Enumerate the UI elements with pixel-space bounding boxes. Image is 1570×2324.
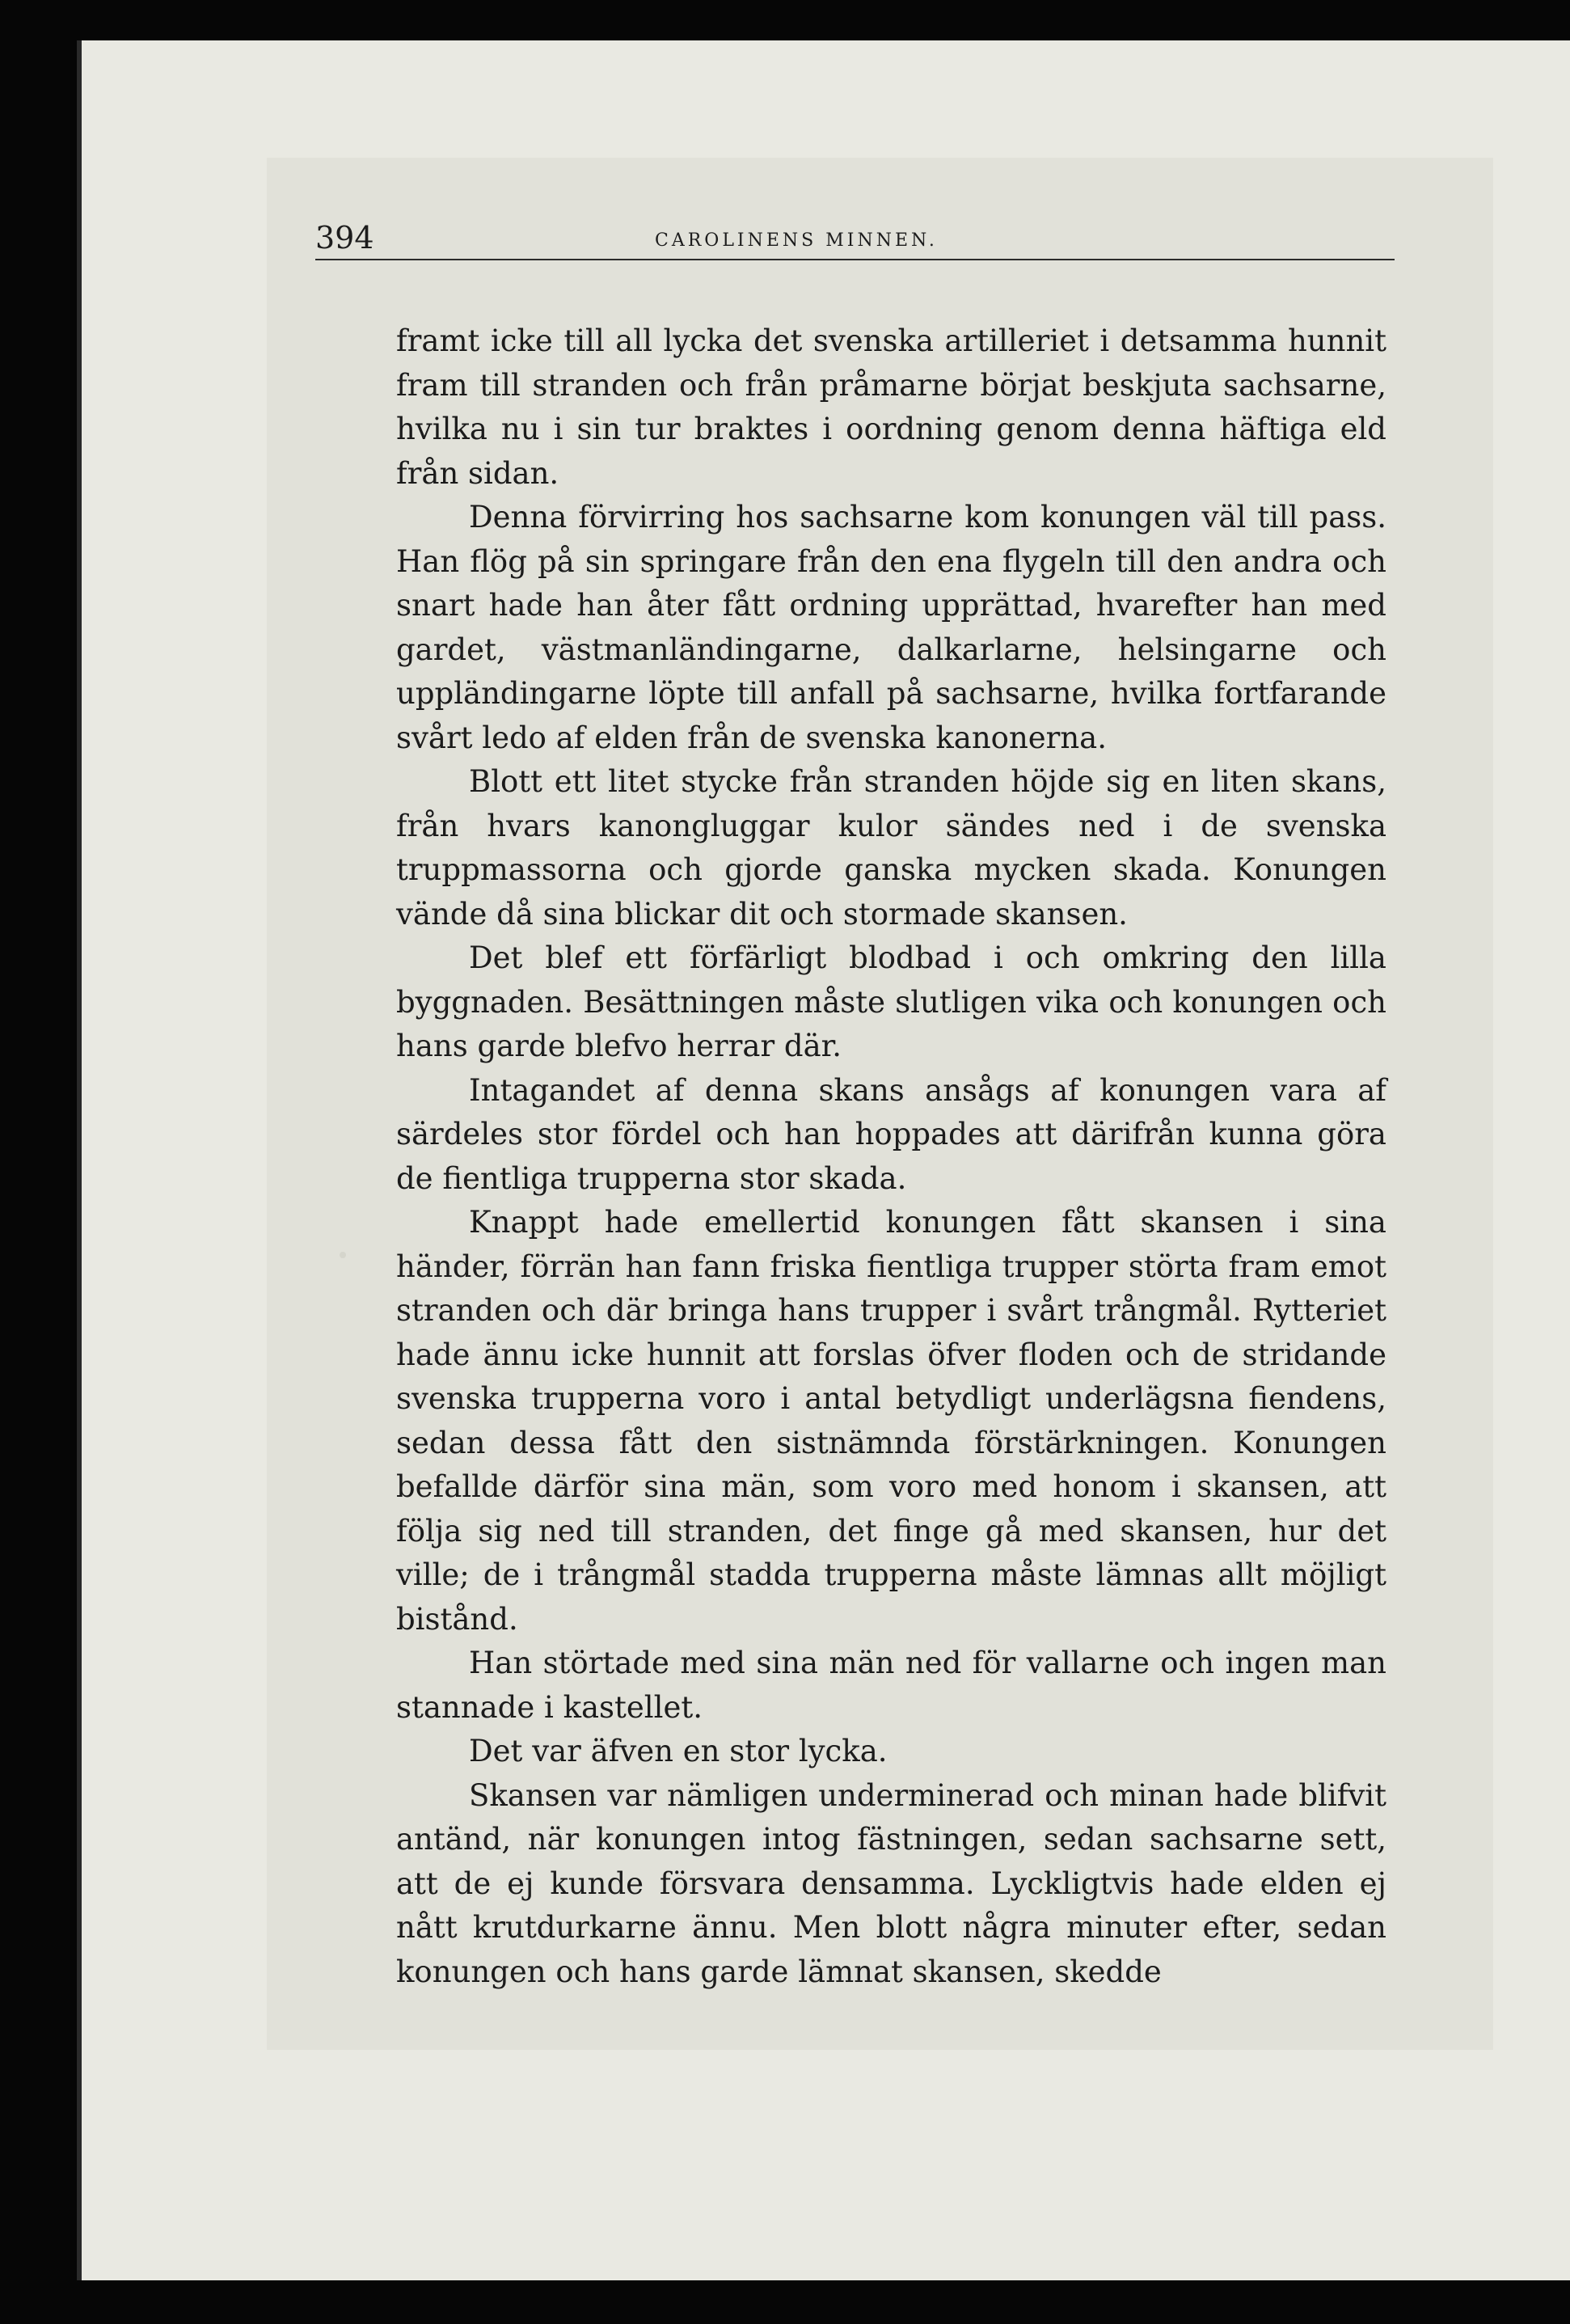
paragraph: Det blef ett förfärligt blodbad i och omkring den lilla byggnaden. Besättningen måste slutligen vika och konungen och hans garde blefvo herrar där. <box>396 940 1386 1063</box>
body-text <box>396 319 1386 1994</box>
paragraph: Det var äfven en stor lycka. <box>469 1734 888 1768</box>
paragraph: Intagandet af denna skans ansågs af konungen vara af särdeles stor fördel och han hoppades att därifrån kunna göra de fientliga trupperna stor skada. <box>396 1072 1386 1196</box>
paragraph: Denna förvirring hos sachsarne kom konungen väl till pass. Han flög på sin springare från den ena flygeln till den andra och snart hade han åter fått ordning upprättad, hvarefter han med gardet, västmanländingarne, dalkarlarne, helsingarne och uppländingarne löpte till anfall på sachsarne, hvilka fortfarande svårt ledo af elden från de svenska kanonerna. <box>396 500 1386 755</box>
paragraph: Knappt hade emellertid konungen fått skansen i sina händer, förrän han fann friska fientliga trupper störta fram emot stranden och där bringa hans trupper i svårt trångmål. Rytteriet hade ännu icke hunnit att forslas öfver floden och de stridande svenska trupperna voro i antal betydligt underlägsna fiendens, sedan dessa fått den sistnämnda förstärkningen. Konungen befallde därför sina män, som voro med honom i skansen, att följa sig ned till stranden, det finge gå med skansen, hur det ville; de i trångmål stadda trupperna måste lämnas allt möjligt bistånd. <box>396 1205 1386 1637</box>
page-header <box>315 194 1395 260</box>
page-number: 394 <box>315 220 374 256</box>
paragraph: Blott ett litet stycke från stranden höjde sig en liten skans, från hvars kanongluggar kulor sändes ned i de svenska truppmassorna och gjorde ganska mycken skada. Konungen vände då sina blickar dit och stormade skansen. <box>396 764 1386 932</box>
paragraph: framt icke till all lycka det svenska artilleriet i detsamma hunnit fram till stranden och från pråmarne börjat beskjuta sachsarne, hvilka nu i sin tur braktes i oordning genom denna häftiga eld från sidan. <box>396 323 1386 491</box>
paragraph: Han störtade med sina män ned för vallarne och ingen man stannade i kastellet. <box>396 1646 1386 1725</box>
running-head: CAROLINENS MINNEN. <box>655 230 938 251</box>
paper-speck <box>340 1252 346 1258</box>
paragraph: Skansen var nämligen underminerad och minan hade blifvit antänd, när konungen intog fästningen, sedan sachsarne sett, att de ej kunde försvara densamma. Lyckligtvis hade elden ej nått krutdurkarne ännu. Men blott några minuter efter, sedan konungen och hans garde lämnat skansen, skedde <box>396 1777 1386 1989</box>
